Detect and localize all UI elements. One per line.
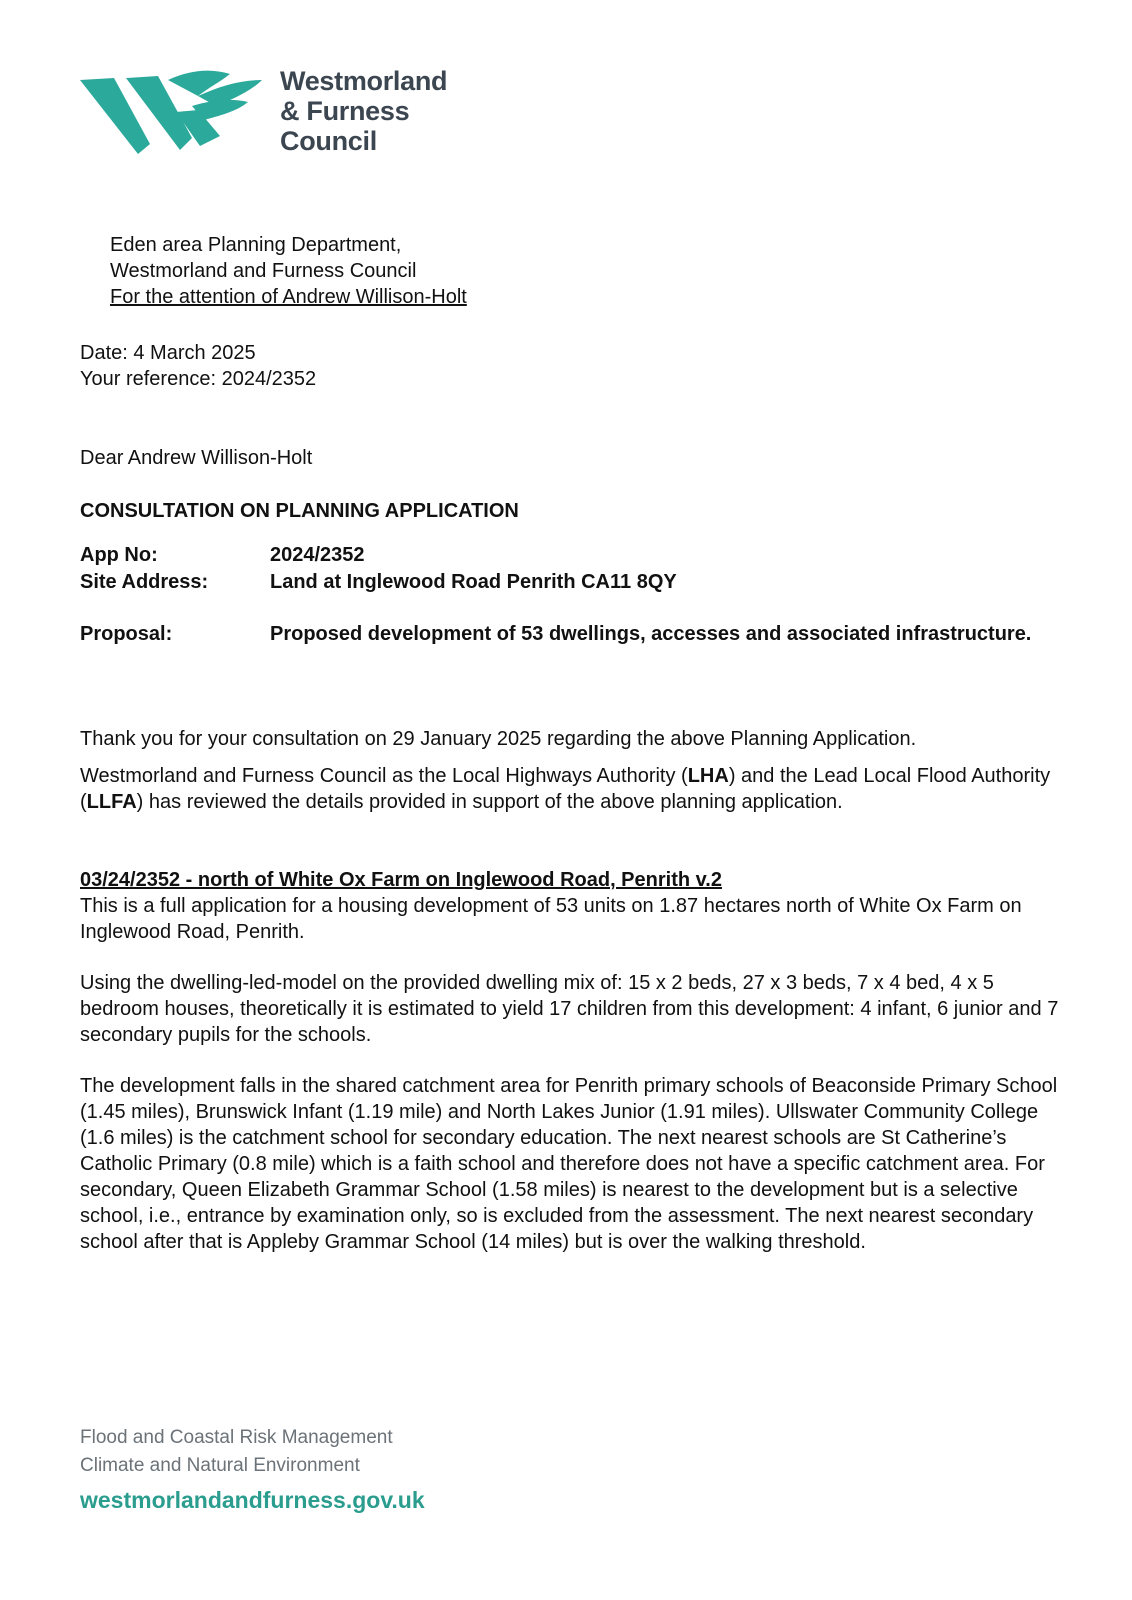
review-text-2: ) and the Lead Local Flood Authority (: [80, 765, 1051, 813]
review-lha: LHA: [687, 765, 729, 787]
council-logo-mark-icon: [80, 66, 270, 162]
review-llfa: LLFA: [86, 791, 137, 813]
field-app-no-value: 2024/2352: [270, 544, 365, 566]
section-block: [80, 867, 1070, 945]
logo-line-2: & Furness: [280, 96, 410, 126]
footer: [80, 1424, 425, 1514]
field-site-label: Site Address:: [80, 571, 209, 593]
letter-date: Date: 4 March 2025: [80, 342, 256, 364]
footer-website-link[interactable]: westmorlandandfurness.gov.uk: [80, 1487, 425, 1513]
recipient-line-2: Westmorland and Furness Council: [110, 260, 417, 282]
dwelling-model-paragraph: Using the dwelling-led-model on the provided dwelling mix of: 15 x 2 beds, 27 x 3 beds, 7 x 4 bed, 4 x 5 bedroom houses, theoretically it is estimated to yield 17 children from this development: 4 infant, 6 junior and 7 secondary pupils for the schools.: [80, 972, 1059, 1046]
letter-meta: [80, 340, 316, 392]
field-app-no-label: App No:: [80, 544, 158, 566]
council-logo: [80, 66, 470, 162]
council-wordmark: [280, 66, 447, 156]
field-site-value: Land at Inglewood Road Penrith CA11 8QY: [270, 571, 677, 593]
field-proposal-value: Proposed development of 53 dwellings, accesses and associated infrastructure.: [270, 623, 1032, 645]
letter-heading: CONSULTATION ON PLANNING APPLICATION: [80, 500, 519, 522]
recipient-address: [110, 232, 467, 310]
catchment-paragraph: The development falls in the shared catchment area for Penrith primary schools of Beaconside Primary School (1.45 miles), Brunswick Infant (1.19 mile) and North Lakes Junior (1.91 miles). Ullswater Community College (1.6 miles) is the catchment school for secondary education. The next nearest schools are St Catherine’s Catholic Primary (0.8 mile) which is a faith school and therefore does not have a specific catchment area. For secondary, Queen Elizabeth Grammar School (1.58 miles) is nearest to the development but is a selective school, i.e., entrance by examination only, so is excluded from the assessment. The next nearest secondary school after that is Appleby Grammar School (14 miles) but is over the walking threshold.: [80, 1075, 1058, 1253]
logo-line-1: Westmorland: [280, 66, 448, 96]
logo-line-3: Council: [280, 126, 377, 156]
section-title: 03/24/2352 - north of White Ox Farm on Inglewood Road, Penrith v.2: [80, 869, 722, 891]
footer-line-1: Flood and Coastal Risk Management: [80, 1427, 393, 1448]
recipient-attention: For the attention of Andrew Willison-Holt: [110, 286, 467, 308]
review-text-3: ) has reviewed the details provided in support of the above planning application.: [136, 791, 843, 813]
field-proposal-label: Proposal:: [80, 623, 173, 645]
recipient-line-1: Eden area Planning Department,: [110, 234, 402, 256]
footer-line-2: Climate and Natural Environment: [80, 1455, 360, 1476]
review-paragraph: [80, 763, 1070, 815]
thanks-paragraph: Thank you for your consultation on 29 January 2025 regarding the above Planning Application.: [80, 728, 917, 750]
letter-reference: Your reference: 2024/2352: [80, 368, 317, 390]
review-text-1: Westmorland and Furness Council as the Local Highways Authority (: [80, 765, 688, 787]
salutation: Dear Andrew Willison-Holt: [80, 447, 313, 469]
section-intro: This is a full application for a housing development of 53 units on 1.87 hectares north of White Ox Farm on Inglewood Road, Penrith.: [80, 895, 1022, 943]
